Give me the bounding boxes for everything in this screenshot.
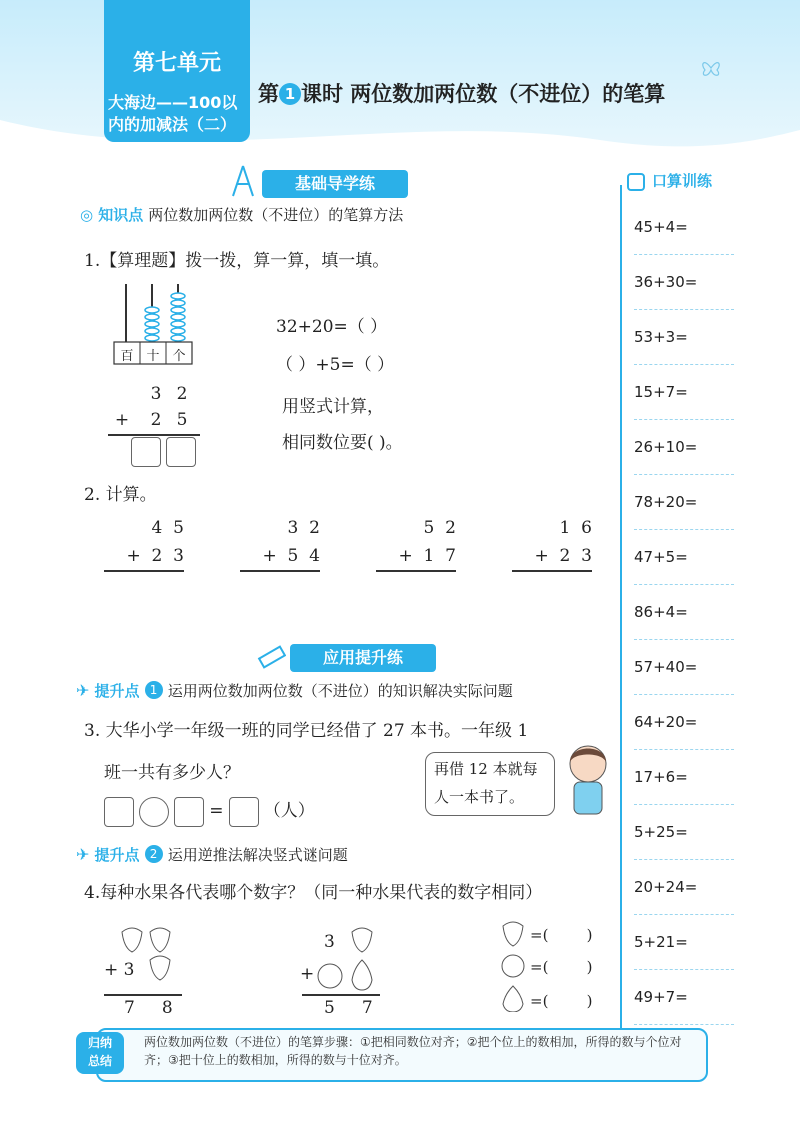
butterfly-icon [700, 58, 722, 78]
oral-item[interactable]: 20+24= [634, 860, 734, 915]
q1-text-vertical: 用竖式计算， [282, 397, 384, 417]
q4-mid-plus: + [300, 964, 315, 984]
summary-tag-line2: 总结 [87, 1054, 112, 1068]
tp1-label: 提升点 [94, 682, 140, 700]
oral-item[interactable]: 5+25= [634, 805, 734, 860]
vcalc-line [108, 434, 200, 436]
summary-tag-line1: 归纳 [87, 1036, 112, 1050]
q3-eq-sign: = [209, 801, 224, 821]
q1-prompt: 1.【算理题】拨一拨，算一算，填一填。 [84, 251, 390, 271]
q2-problem-top: 4 5 [151, 518, 184, 538]
oral-training-header [624, 168, 744, 196]
oral-item[interactable]: 49+7= [634, 970, 734, 1025]
lesson-number: 1 [279, 83, 301, 105]
summary-text: 两位数加两位数（不进位）的笔算步骤：①把相同数位对齐；②把个位上的数相加，所得的数与个位对齐；③把十位上的数相加，所得的数与十位对齐。 [144, 1035, 682, 1067]
q2-problem-bottom: + 1 7 [398, 546, 456, 566]
tip-point-2 [76, 844, 348, 865]
speech-line2: 人一本书了。 [434, 788, 525, 806]
vcalc-plus: + [114, 410, 130, 430]
q3-operator-circle[interactable] [139, 797, 169, 827]
girl-illustration [558, 740, 616, 820]
tp1-number: 1 [145, 681, 163, 699]
vcalc-bottom-tens: 2 [150, 410, 162, 430]
oral-item[interactable]: 5+21= [634, 915, 734, 970]
q2-problem-line[interactable] [376, 570, 456, 572]
unit-subtitle-line1: 大海边——100以 [108, 93, 238, 112]
q4-mid-line [302, 994, 380, 996]
pencil-icon [624, 170, 648, 194]
unit-title: 第七单元 [132, 51, 221, 76]
q3-box-2[interactable] [174, 797, 204, 827]
oral-item[interactable]: 53+3= [634, 310, 734, 365]
plane-icon: ✈ [76, 845, 90, 864]
oral-divider [620, 185, 622, 1030]
target-icon: ◎ [80, 206, 94, 224]
q4-left-plus: + 3 [104, 960, 135, 980]
oral-item[interactable]: 78+20= [634, 475, 734, 530]
vcalc-top-ones: 2 [176, 384, 188, 404]
section-banner-basic: 基础导学练 [262, 170, 408, 198]
unit-subtitle-line2: 内的加减法（二） [108, 115, 237, 134]
tp2-text: 运用逆推法解决竖式谜问题 [167, 846, 348, 864]
fruit-legend-icons [498, 920, 532, 1012]
oral-item[interactable]: 86+4= [634, 585, 734, 640]
q4-prompt: 4.每种水果各代表哪个数字？（同一种水果代表的数字相同） [84, 883, 543, 903]
q2-problem-top: 3 2 [287, 518, 320, 538]
lesson-title [258, 78, 665, 108]
knowledge-point [80, 204, 403, 225]
fruit-icons-middle [316, 924, 380, 994]
abacus-label-ones: 个 [172, 349, 186, 364]
abacus-label-tens: 十 [146, 349, 160, 364]
tip-point-1 [76, 680, 513, 701]
q3-box-1[interactable] [104, 797, 134, 827]
q4-left-line [104, 994, 182, 996]
q1-text-align[interactable]: 相同数位要( )。 [282, 433, 403, 453]
q3-unit: （人） [263, 801, 315, 821]
tp2-number: 2 [145, 845, 163, 863]
q2-problem-bottom: + 2 3 [126, 546, 184, 566]
q4-mid-top: 3 [324, 932, 335, 952]
q2-problem-line[interactable] [240, 570, 320, 572]
kp-label: 知识点 [98, 206, 144, 224]
q2-problem-top: 5 2 [423, 518, 456, 538]
abacus-label-hundreds: 百 [120, 349, 134, 364]
q3-line2: 班一共有多少人？ [104, 763, 240, 783]
vcalc-top-tens: 3 [150, 384, 162, 404]
plane-icon: ✈ [76, 681, 90, 700]
unit-subtitle [108, 92, 248, 136]
q4-legend-strawberry[interactable]: =( ) [530, 926, 593, 944]
q3-box-result[interactable] [229, 797, 259, 827]
q2-problem-bottom: + 2 3 [534, 546, 592, 566]
q1-equation-1[interactable]: 32+20=（ ） [276, 317, 388, 337]
q3-line1: 3. 大华小学一年级一班的同学已经借了 27 本书。一年级 1 [84, 721, 529, 741]
oral-item[interactable]: 64+20= [634, 695, 734, 750]
kp-text: 两位数加两位数（不进位）的笔算方法 [148, 206, 404, 224]
oral-title: 口算训练 [652, 172, 713, 190]
q4-legend-pear[interactable]: =( ) [530, 992, 593, 1010]
summary-tag [76, 1032, 124, 1074]
q1-equation-2[interactable]: （ ）+5=（ ） [276, 355, 395, 375]
oral-item[interactable]: 45+4= [634, 200, 734, 255]
q3-equation [104, 796, 315, 827]
q2-problem-line[interactable] [512, 570, 592, 572]
q4-left-result: 7 8 [124, 998, 173, 1018]
q2-problem-top: 1 6 [559, 518, 592, 538]
ruler-icon [256, 640, 286, 674]
tp2-label: 提升点 [94, 846, 140, 864]
vcalc-answer-tens-box[interactable] [131, 437, 161, 467]
lesson-text: 课时 两位数加两位数（不进位）的笔算 [301, 82, 666, 106]
tp1-text: 运用两位数加两位数（不进位）的知识解决实际问题 [167, 682, 513, 700]
vcalc-bottom-ones: 5 [176, 410, 188, 430]
lesson-prefix: 第 [258, 82, 279, 106]
compass-icon [228, 164, 258, 198]
oral-item[interactable]: 17+6= [634, 750, 734, 805]
q2-problem-bottom: + 5 4 [262, 546, 320, 566]
vcalc-answer-ones-box[interactable] [166, 437, 196, 467]
speech-line1: 再借 12 本就每 [434, 760, 538, 778]
q4-mid-result: 5 7 [324, 998, 373, 1018]
q4-legend-apple[interactable]: =( ) [530, 958, 593, 976]
oral-item[interactable]: 15+7= [634, 365, 734, 420]
oral-item[interactable]: 26+10= [634, 420, 734, 475]
section-banner-apply: 应用提升练 [290, 644, 436, 672]
oral-item[interactable]: 57+40= [634, 640, 734, 695]
q2-problem-line[interactable] [104, 570, 184, 572]
q2-prompt: 2. 计算。 [84, 485, 157, 505]
oral-item[interactable]: 36+30= [634, 255, 734, 310]
oral-item[interactable]: 47+5= [634, 530, 734, 585]
